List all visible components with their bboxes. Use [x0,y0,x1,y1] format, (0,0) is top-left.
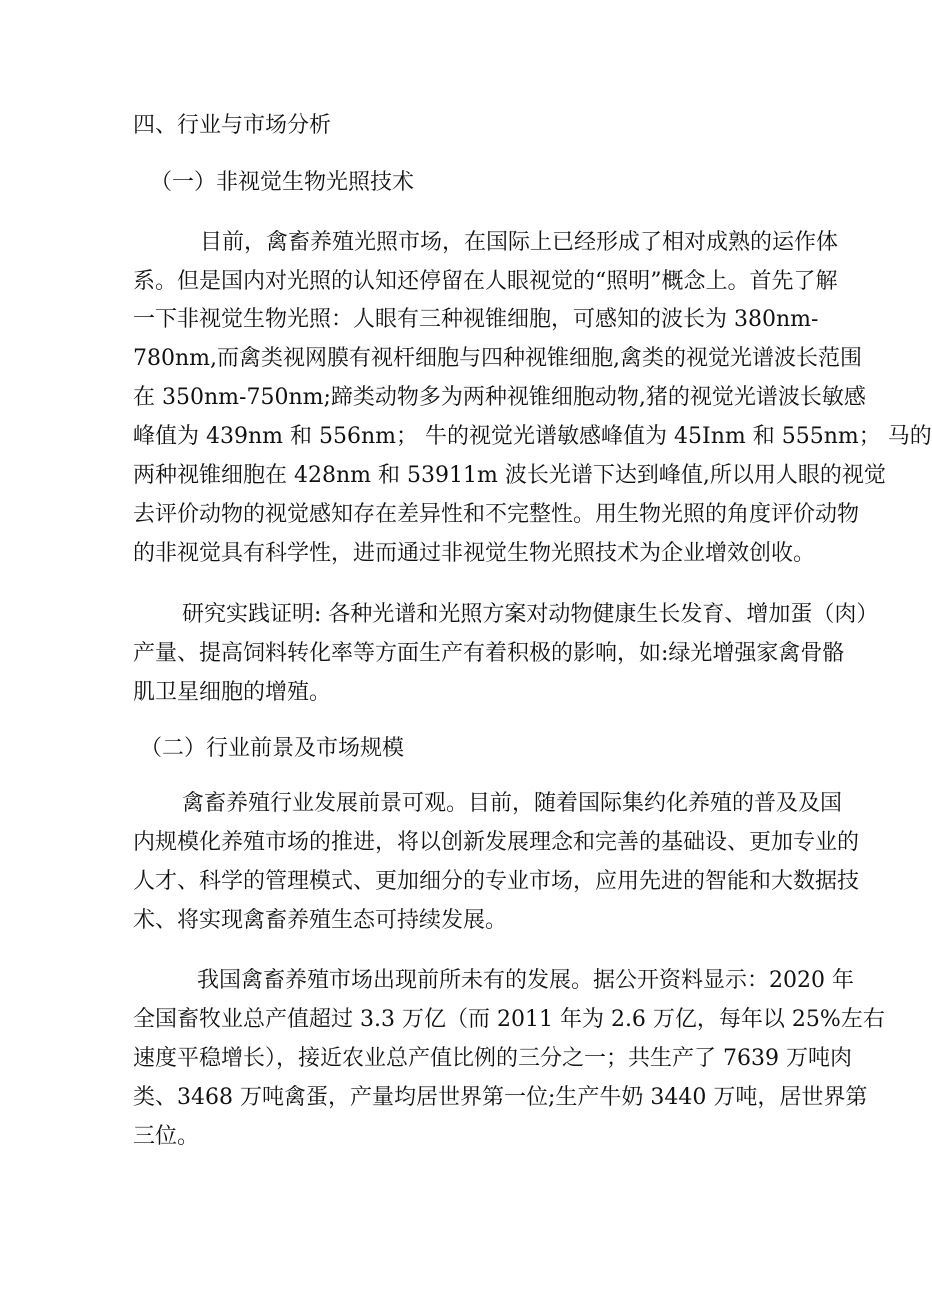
subsection-title-1: （一）非视觉生物光照技术 [150,170,415,195]
paragraph-line: 一下非视觉生物光照：人眼有三种视锥细胞，可感知的波长为 380nm- [133,307,819,332]
paragraph-line: 在 350nm-750nm;蹄类动物多为两种视锥细胞动物,猪的视觉光谱波长敏感 [133,385,866,410]
paragraph-line: 类、3468 万吨禽蛋，产量均居世界第一位;生产牛奶 3440 万吨，居世界第 [133,1085,868,1110]
paragraph-line: 内规模化养殖市场的推进，将以创新发展理念和完善的基础设、更加专业的 [133,830,860,855]
paragraph-line: 780nm,而禽类视网膜有视杆细胞与四种视锥细胞,禽类的视觉光谱波长范围 [133,346,863,371]
paragraph-line: 两种视锥细胞在 428nm 和 53911m 波长光谱下达到峰值,所以用人眼的视觉 [133,463,886,488]
paragraph-line: 系。但是国内对光照的认知还停留在人眼视觉的“照明”概念上。首先了解 [133,269,838,294]
paragraph-line: 产量、提高饲料转化率等方面生产有着积极的影响，如:绿光增强家禽骨骼 [133,641,845,666]
paragraph-line: 全国畜牧业总产值超过 3.3 万亿（而 2011 年为 2.6 万亿，每年以 25%左右 [133,1007,885,1032]
paragraph-line: 术、将实现禽畜养殖生态可持续发展。 [133,908,508,933]
paragraph-line: 三位。 [133,1124,200,1149]
paragraph-line: 峰值为 439nm 和 556nm； 牛的视觉光谱敏感峰值为 45Inm 和 555nm； 马的 [133,424,932,449]
paragraph-line: 人才、科学的管理模式、更加细分的专业市场，应用先进的智能和大数据技 [133,869,860,894]
paragraph-line: 目前，禽畜养殖光照市场，在国际上已经形成了相对成熟的运作体 [200,230,839,255]
paragraph-line: 速度平稳增长），接近农业总产值比例的三分之一；共生产了 7639 万吨肉 [133,1046,852,1071]
section-title: 四、行业与市场分析 [133,113,332,138]
paragraph-line: 研究实践证明: 各种光谱和光照方案对动物健康生长发育、增加蛋（肉） [182,602,879,627]
paragraph-line: 的非视觉具有科学性，进而通过非视觉生物光照技术为企业增效创收。 [133,541,816,566]
subsection-title-2: （二）行业前景及市场规模 [140,736,405,761]
paragraph-line: 肌卫星细胞的增殖。 [133,680,332,705]
paragraph-line: 去评价动物的视觉感知存在差异性和不完整性。用生物光照的角度评价动物 [133,502,860,527]
paragraph-line: 禽畜养殖行业发展前景可观。目前，随着国际集约化养殖的普及及国 [182,791,843,816]
paragraph-line: 我国禽畜养殖市场出现前所未有的发展。据公开资料显示：2020 年 [197,968,854,993]
